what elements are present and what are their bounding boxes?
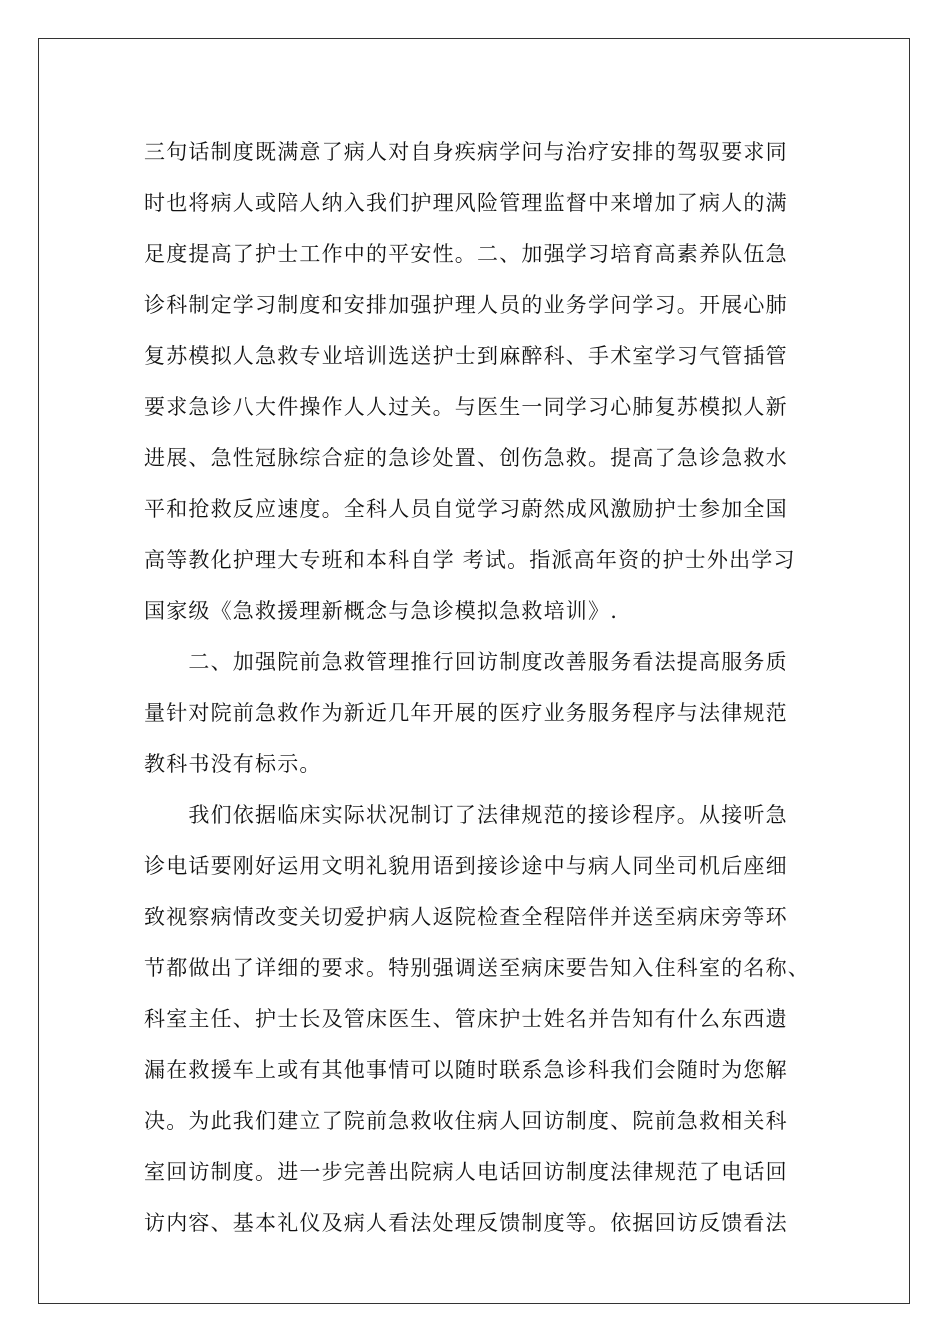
text-line: 三句话制度既满意了病人对自身疾病学问与治疗安排的驾驭要求同 [144, 140, 788, 164]
text-line: 我们依据临床实际状况制订了法律规范的接诊程序。从接听急 [144, 803, 788, 827]
text-line: 要求急诊八大件操作人人过关。与医生一同学习心肺复苏模拟人新 [144, 395, 788, 419]
text-line: 诊科制定学习制度和安排加强护理人员的业务学问学习。开展心肺 [144, 293, 788, 317]
text-line: 访内容、基本礼仪及病人看法处理反馈制度等。依据回访反馈看法 [144, 1211, 788, 1235]
text-line: 诊电话要刚好运用文明礼貌用语到接诊途中与病人同坐司机后座细 [144, 854, 788, 878]
text-line: 致视察病情改变关切爱护病人返院检查全程陪伴并送至病床旁等环 [144, 905, 788, 929]
text-line: 科室主任、护士长及管床医生、管床护士姓名并告知有什么东西遗 [144, 1007, 788, 1031]
text-line: 国家级《急救援理新概念与急诊模拟急救培训》. [144, 599, 619, 623]
document-body [144, 130, 824, 1252]
text-line: 复苏模拟人急救专业培训选送护士到麻醉科、手术室学习气管插管 [144, 344, 788, 368]
text-line: 时也将病人或陪人纳入我们护理风险管理监督中来增加了病人的满 [144, 191, 788, 215]
text-line: 平和抢救反应速度。全科人员自觉学习蔚然成风激励护士参加全国 [144, 497, 788, 521]
text-line: 节都做出了详细的要求。特别强调送至病床要告知入住科室的名称、 [144, 956, 810, 980]
text-line: 量针对院前急救作为新近几年开展的医疗业务服务程序与法律规范 [144, 701, 788, 725]
text-line: 教科书没有标示。 [144, 752, 322, 776]
text-line: 高等教化护理大专班和本科自学 考试。指派高年资的护士外出学习 [144, 548, 796, 572]
text-line: 足度提高了护士工作中的平安性。二、加强学习培育高素养队伍急 [144, 242, 788, 266]
text-line: 二、加强院前急救管理推行回访制度改善服务看法提高服务质 [144, 650, 788, 674]
text-line: 进展、急性冠脉综合症的急诊处置、创伤急救。提高了急诊急救水 [144, 446, 788, 470]
text-line: 室回访制度。进一步完善出院病人电话回访制度法律规范了电话回 [144, 1160, 788, 1184]
text-line: 决。为此我们建立了院前急救收住病人回访制度、院前急救相关科 [144, 1109, 788, 1133]
text-line: 漏在救援车上或有其他事情可以随时联系急诊科我们会随时为您解 [144, 1058, 788, 1082]
